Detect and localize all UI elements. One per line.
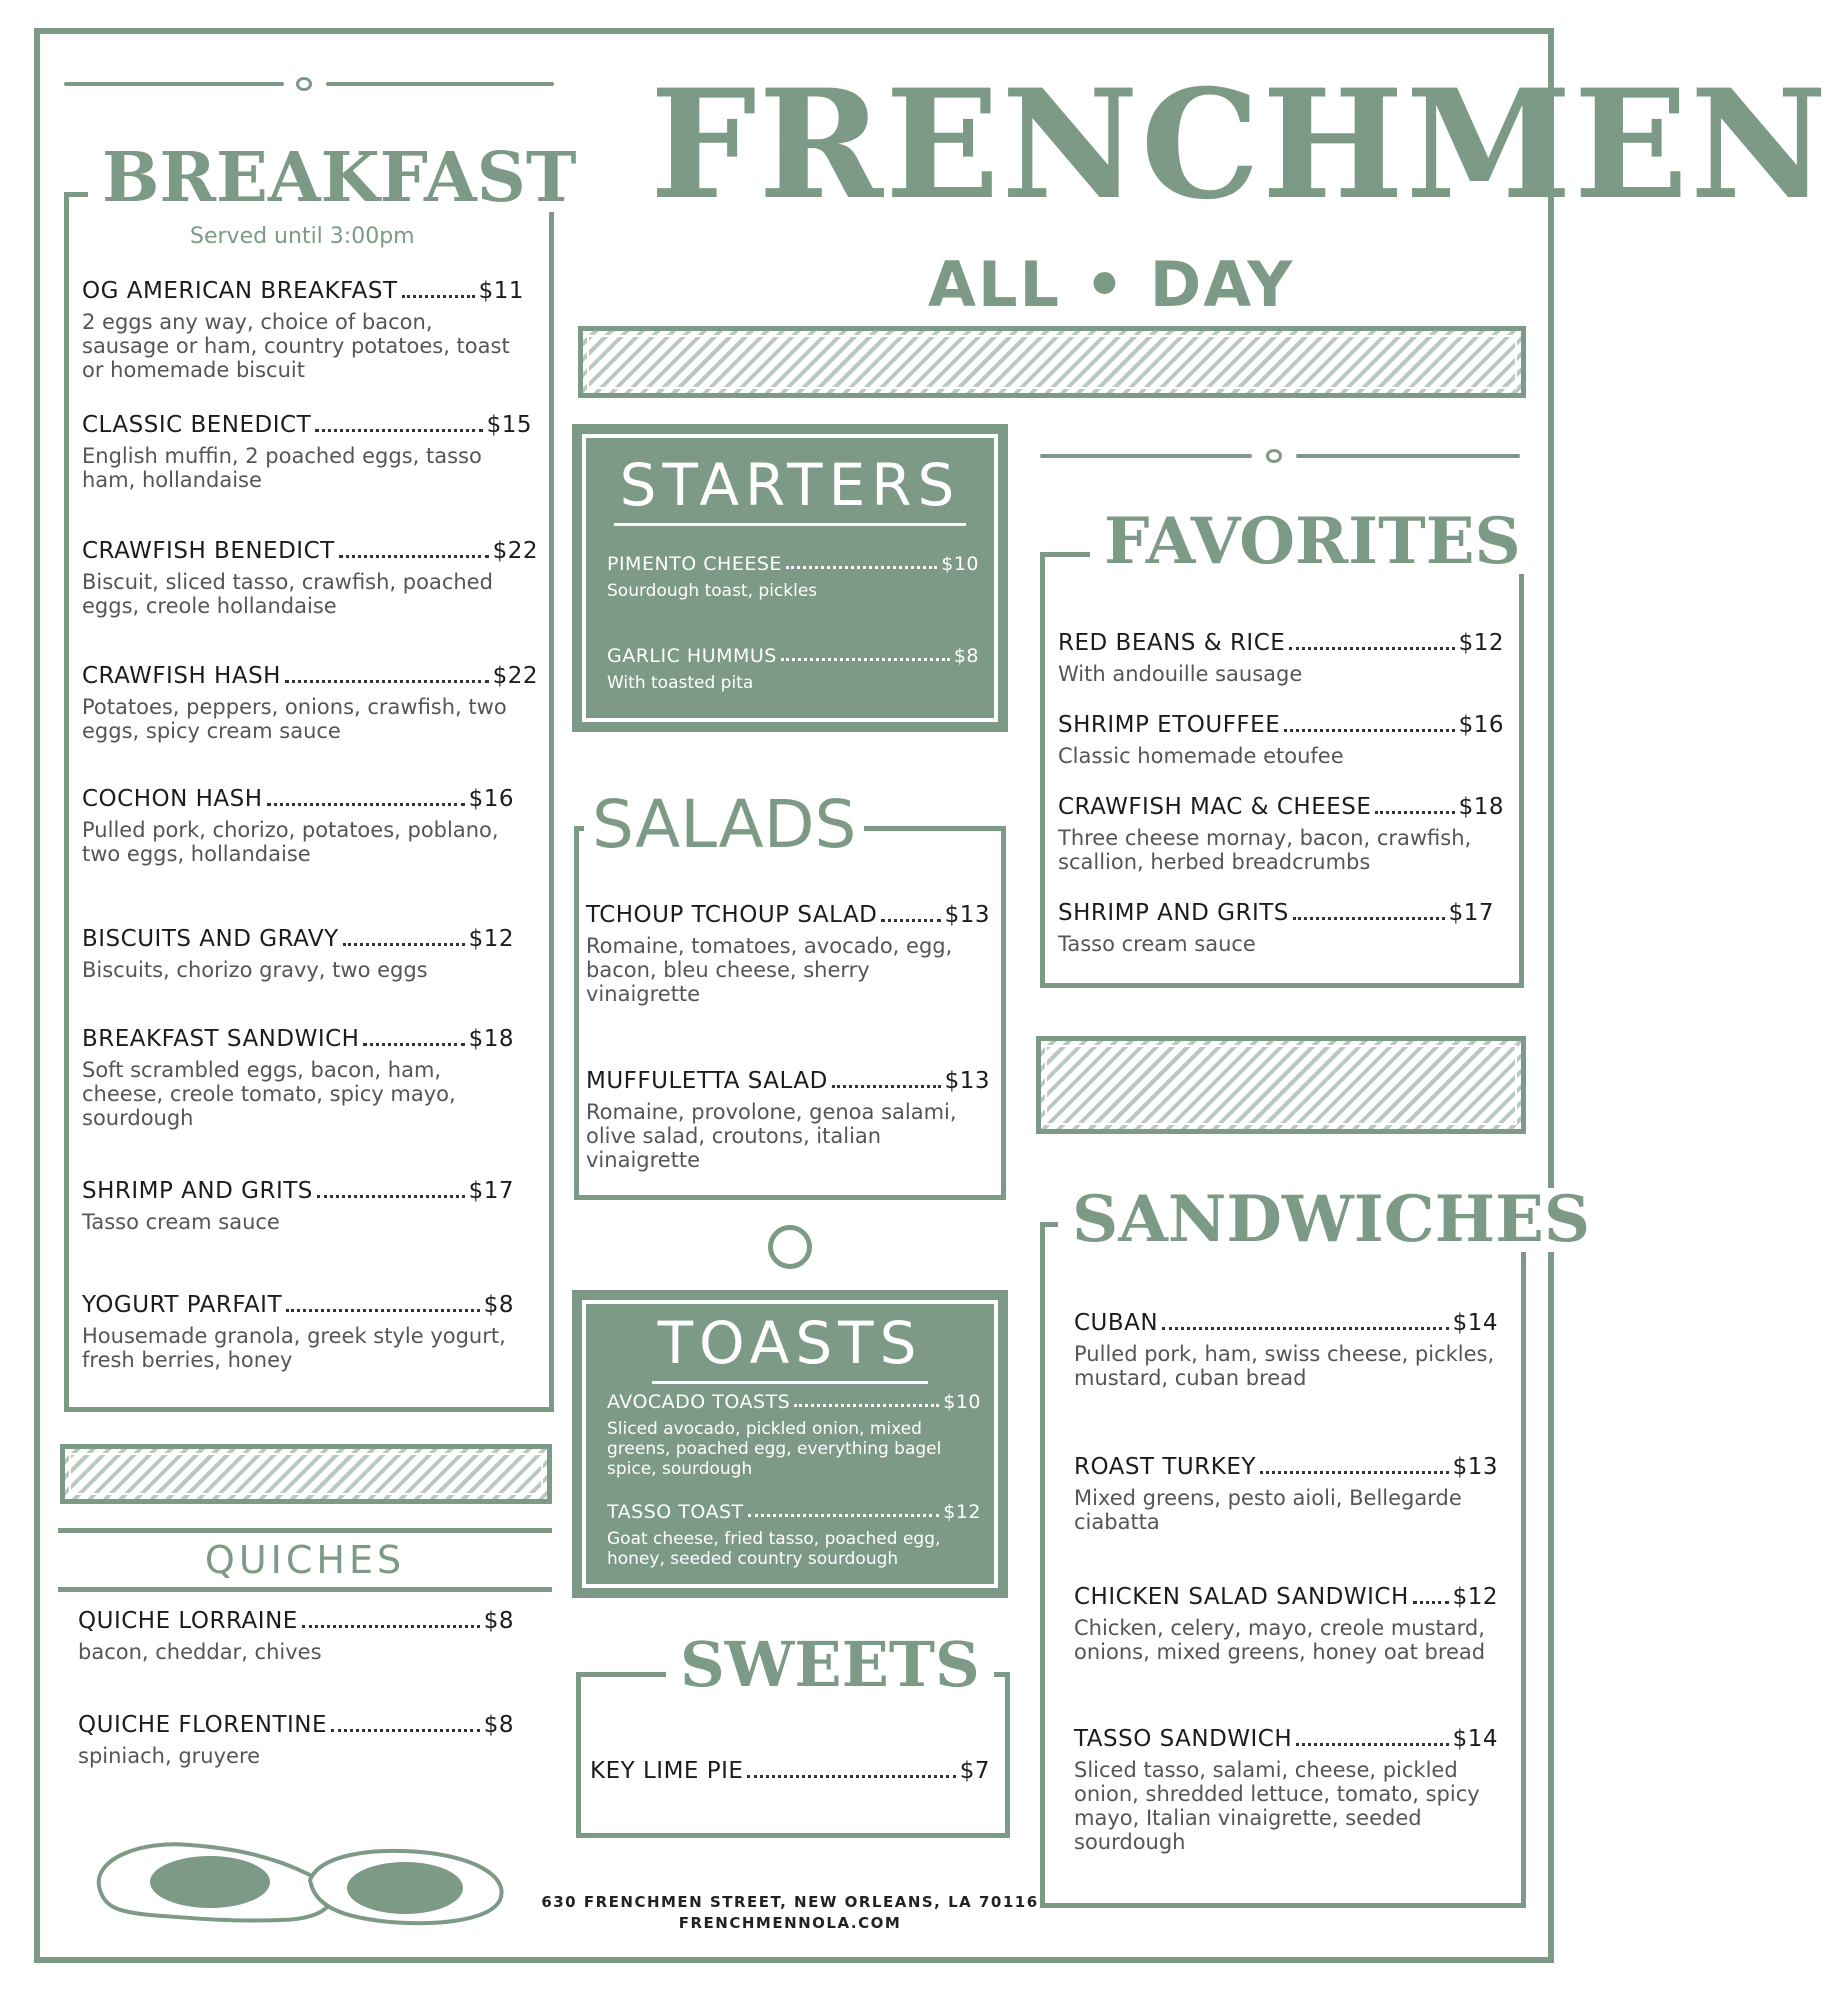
dot-leader bbox=[1293, 917, 1445, 920]
item-name: SHRIMP AND GRITS bbox=[1058, 900, 1289, 926]
item-name: SHRIMP AND GRITS bbox=[82, 1178, 313, 1204]
menu-item-biscuits-and-gravy bbox=[82, 926, 514, 982]
item-price: $12 bbox=[468, 926, 514, 952]
menu-item-shrimp-etouffee bbox=[1058, 712, 1504, 768]
item-price: $10 bbox=[941, 553, 979, 575]
item-description: spiniach, gruyere bbox=[78, 1744, 261, 1768]
dot-leader bbox=[747, 1775, 955, 1778]
item-price: $12 bbox=[1458, 630, 1504, 656]
item-name: BREAKFAST SANDWICH bbox=[82, 1026, 360, 1052]
item-description: Romaine, provolone, genoa salami, olive salad, croutons, italian vinaigrette bbox=[586, 1100, 957, 1172]
item-price: $17 bbox=[1448, 900, 1494, 926]
item-description: bacon, cheddar, chives bbox=[78, 1640, 322, 1664]
item-name: COCHON HASH bbox=[82, 786, 263, 812]
item-price: $12 bbox=[943, 1501, 981, 1523]
item-description: Romaine, tomatoes, avocado, egg, bacon, bleu cheese, sherry vinaigrette bbox=[586, 934, 953, 1006]
menu-item-shrimp-and-grits-breakfast bbox=[82, 1178, 514, 1234]
item-price: $15 bbox=[486, 412, 532, 438]
dot-leader bbox=[781, 658, 950, 661]
item-description: Sliced tasso, salami, cheese, pickled onion, shredded lettuce, tomato, spicy mayo, Italian vinaigrette, seeded sourdough bbox=[1074, 1758, 1480, 1854]
item-price: $8 bbox=[483, 1712, 514, 1738]
item-description: With toasted pita bbox=[607, 673, 754, 693]
menu-item-shrimp-and-grits-favorites bbox=[1058, 900, 1494, 956]
item-name: YOGURT PARFAIT bbox=[82, 1292, 283, 1318]
item-price: $10 bbox=[943, 1391, 981, 1413]
item-price: $16 bbox=[468, 786, 514, 812]
menu-item-chicken-salad-sandwich bbox=[1074, 1584, 1498, 1664]
item-price: $12 bbox=[1452, 1584, 1498, 1610]
dot-leader bbox=[1413, 1601, 1449, 1604]
sweets-title: SWEETS bbox=[666, 1634, 994, 1696]
item-price: $22 bbox=[492, 538, 538, 564]
footer-website[interactable]: FRENCHMENNOLA.COM bbox=[678, 1914, 902, 1932]
dot-leader bbox=[1162, 1327, 1448, 1330]
item-description: Three cheese mornay, bacon, crawfish, scallion, herbed breadcrumbs bbox=[1058, 826, 1472, 874]
item-description: Sliced avocado, pickled onion, mixed greens, poached egg, everything bagel spice, sourdough bbox=[607, 1419, 942, 1479]
hatched-band-left bbox=[60, 1444, 552, 1504]
menu-item-pimento-cheese bbox=[607, 553, 979, 601]
item-price: $18 bbox=[1458, 794, 1504, 820]
dot-leader bbox=[794, 1404, 939, 1407]
item-price: $18 bbox=[468, 1026, 514, 1052]
menu-item-quiche-florentine bbox=[78, 1712, 514, 1768]
menu-item-quiche-lorraine bbox=[78, 1608, 514, 1664]
menu-item-cuban bbox=[1074, 1310, 1498, 1390]
menu-item-tasso-sandwich bbox=[1074, 1726, 1498, 1854]
circle-ornament bbox=[768, 1225, 812, 1269]
item-name: CHICKEN SALAD SANDWICH bbox=[1074, 1584, 1409, 1610]
item-description: Chicken, celery, mayo, creole mustard, onions, mixed greens, honey oat bread bbox=[1074, 1616, 1486, 1664]
item-name: QUICHE LORRAINE bbox=[78, 1608, 298, 1634]
item-price: $22 bbox=[492, 663, 538, 689]
menu-item-tasso-toast bbox=[607, 1501, 981, 1569]
item-description: Housemade granola, greek style yogurt, fresh berries, honey bbox=[82, 1324, 506, 1372]
toasts-section bbox=[572, 1290, 1008, 1598]
item-name: PIMENTO CHEESE bbox=[607, 553, 782, 575]
item-name: CRAWFISH MAC & CHEESE bbox=[1058, 794, 1372, 820]
dot-leader bbox=[1296, 1743, 1448, 1746]
breakfast-served-note: Served until 3:00pm bbox=[190, 224, 415, 249]
footer-address: 630 FRENCHMEN STREET, NEW ORLEANS, LA 70116 bbox=[541, 1893, 1039, 1911]
breakfast-title: BREAKFAST bbox=[88, 144, 590, 212]
dot-leader bbox=[343, 943, 465, 946]
dot-leader bbox=[286, 1309, 480, 1312]
toasts-title: TOASTS bbox=[652, 1309, 929, 1384]
dot-leader bbox=[832, 1085, 941, 1088]
starters-section bbox=[572, 424, 1008, 732]
item-description: Mixed greens, pesto aioli, Bellegarde ciabatta bbox=[1074, 1486, 1462, 1534]
menu-item-tchoup-tchoup-salad bbox=[586, 902, 990, 1006]
menu-item-classic-benedict bbox=[82, 412, 532, 492]
dot-leader bbox=[402, 295, 475, 298]
hatched-band-right bbox=[1036, 1036, 1526, 1134]
item-description: 2 eggs any way, choice of bacon, sausage or ham, country potatoes, toast or homemade biscuit bbox=[82, 310, 510, 382]
dot-leader bbox=[1375, 811, 1454, 814]
dot-leader bbox=[331, 1729, 480, 1732]
item-description: Biscuit, sliced tasso, crawfish, poached eggs, creole hollandaise bbox=[82, 570, 493, 618]
item-name: TCHOUP TCHOUP SALAD bbox=[586, 902, 878, 928]
item-name: QUICHE FLORENTINE bbox=[78, 1712, 328, 1738]
quiches-title: QUICHES bbox=[58, 1528, 552, 1592]
dot-leader bbox=[881, 919, 940, 922]
dot-leader bbox=[302, 1625, 480, 1628]
brand-tagline: ALL • DAY bbox=[928, 248, 1295, 321]
item-price: $7 bbox=[959, 1758, 990, 1784]
hatched-band-top bbox=[578, 326, 1526, 398]
item-name: CRAWFISH HASH bbox=[82, 663, 281, 689]
item-price: $8 bbox=[483, 1292, 514, 1318]
item-name: GARLIC HUMMUS bbox=[607, 645, 777, 667]
menu-item-garlic-hummus bbox=[607, 645, 979, 693]
item-price: $13 bbox=[944, 902, 990, 928]
menu-item-breakfast-sandwich bbox=[82, 1026, 514, 1130]
favorites-title: FAVORITES bbox=[1090, 510, 1535, 574]
item-price: $17 bbox=[468, 1178, 514, 1204]
item-description: Classic homemade etoufee bbox=[1058, 744, 1344, 768]
menu-item-crawfish-hash bbox=[82, 663, 538, 743]
item-price: $13 bbox=[1452, 1454, 1498, 1480]
item-price: $14 bbox=[1452, 1310, 1498, 1336]
brand-title: FRENCHMEN bbox=[650, 57, 1829, 233]
menu-item-key-lime-pie bbox=[590, 1758, 990, 1784]
item-name: CUBAN bbox=[1074, 1310, 1159, 1336]
item-description: Tasso cream sauce bbox=[1058, 932, 1256, 956]
dot-leader bbox=[748, 1514, 940, 1517]
item-description: Goat cheese, fried tasso, poached egg, honey, seeded country sourdough bbox=[607, 1529, 941, 1569]
item-description: Pulled pork, ham, swiss cheese, pickles, mustard, cuban bread bbox=[1074, 1342, 1495, 1390]
item-name: KEY LIME PIE bbox=[590, 1758, 744, 1784]
item-name: ROAST TURKEY bbox=[1074, 1454, 1256, 1480]
item-name: CLASSIC BENEDICT bbox=[82, 412, 312, 438]
item-description: Tasso cream sauce bbox=[82, 1210, 280, 1234]
dot-leader bbox=[285, 680, 489, 683]
item-name: MUFFULETTA SALAD bbox=[586, 1068, 828, 1094]
starters-title: STARTERS bbox=[614, 451, 967, 526]
menu-item-crawfish-benedict bbox=[82, 538, 538, 618]
menu-item-yogurt-parfait bbox=[82, 1292, 514, 1372]
dot-leader bbox=[339, 555, 489, 558]
item-description: Potatoes, peppers, onions, crawfish, two eggs, spicy cream sauce bbox=[82, 695, 507, 743]
item-price: $11 bbox=[478, 278, 524, 304]
item-description: With andouille sausage bbox=[1058, 662, 1303, 686]
item-name: SHRIMP ETOUFFEE bbox=[1058, 712, 1281, 738]
item-name: BISCUITS AND GRAVY bbox=[82, 926, 339, 952]
dot-leader bbox=[317, 1195, 465, 1198]
menu-item-muffuletta-salad bbox=[586, 1068, 990, 1172]
menu-item-og-american-breakfast bbox=[82, 278, 524, 382]
footer bbox=[540, 1892, 1040, 1934]
item-name: CRAWFISH BENEDICT bbox=[82, 538, 335, 564]
fried-eggs-illustration bbox=[80, 1820, 520, 1930]
item-description: Sourdough toast, pickles bbox=[607, 581, 818, 601]
item-description: Soft scrambled eggs, bacon, ham, cheese, creole tomato, spicy mayo, sourdough bbox=[82, 1058, 456, 1130]
item-name: OG AMERICAN BREAKFAST bbox=[82, 278, 398, 304]
item-description: Biscuits, chorizo gravy, two eggs bbox=[82, 958, 428, 982]
menu-item-avocado-toasts bbox=[607, 1391, 981, 1479]
dot-leader bbox=[315, 429, 482, 432]
item-price: $8 bbox=[483, 1608, 514, 1634]
item-name: TASSO SANDWICH bbox=[1074, 1726, 1293, 1752]
item-description: English muffin, 2 poached eggs, tasso ham, hollandaise bbox=[82, 444, 482, 492]
dot-leader bbox=[267, 803, 465, 806]
dot-leader bbox=[786, 566, 937, 569]
item-name: TASSO TOAST bbox=[607, 1501, 744, 1523]
menu-item-cochon-hash bbox=[82, 786, 514, 866]
dot-leader bbox=[1260, 1471, 1449, 1474]
menu-item-crawfish-mac-and-cheese bbox=[1058, 794, 1504, 874]
flourish-divider-breakfast bbox=[64, 76, 554, 92]
sandwiches-title: SANDWICHES bbox=[1058, 1188, 1604, 1252]
menu-item-red-beans-and-rice bbox=[1058, 630, 1504, 686]
salads-title: SALADS bbox=[584, 792, 864, 858]
dot-leader bbox=[1284, 729, 1454, 732]
flourish-divider-favorites bbox=[1040, 448, 1520, 464]
item-name: RED BEANS & RICE bbox=[1058, 630, 1286, 656]
item-name: AVOCADO TOASTS bbox=[607, 1391, 791, 1413]
item-price: $13 bbox=[944, 1068, 990, 1094]
menu-item-roast-turkey bbox=[1074, 1454, 1498, 1534]
item-price: $16 bbox=[1458, 712, 1504, 738]
dot-leader bbox=[363, 1043, 464, 1046]
dot-leader bbox=[1289, 647, 1454, 650]
item-price: $14 bbox=[1452, 1726, 1498, 1752]
item-description: Pulled pork, chorizo, potatoes, poblano, two eggs, hollandaise bbox=[82, 818, 499, 866]
item-price: $8 bbox=[953, 645, 979, 667]
